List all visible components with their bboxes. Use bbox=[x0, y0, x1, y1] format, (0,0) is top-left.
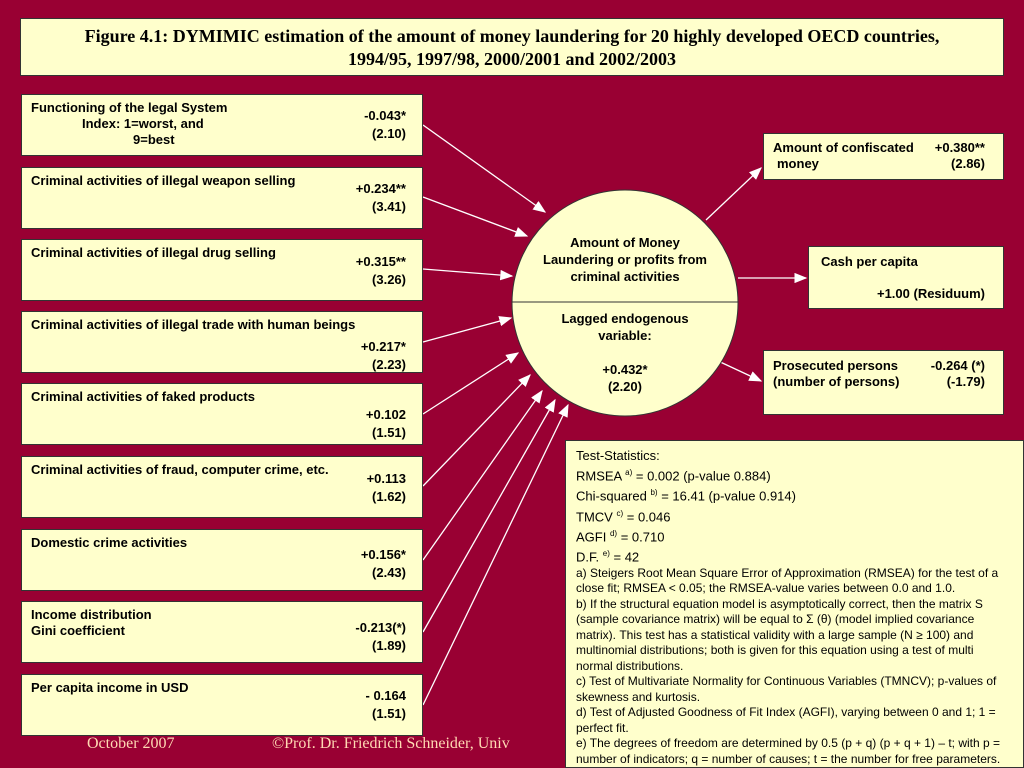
cause-t-value: (1.89) bbox=[372, 638, 406, 653]
cause-coefficient: -0.213(*) bbox=[355, 620, 406, 635]
arrow-legal-system bbox=[423, 125, 545, 212]
cause-weapon bbox=[21, 167, 423, 229]
cause-label: Income distribution bbox=[31, 607, 152, 622]
cause-label: Domestic crime activities bbox=[31, 535, 188, 550]
lagged-label: Lagged endogenous bbox=[561, 311, 689, 326]
cause-coefficient: +0.234** bbox=[355, 181, 406, 196]
latent-label: Laundering or profits from bbox=[543, 252, 707, 267]
arrow-human-trade bbox=[423, 318, 511, 342]
stats-note-e: e) The degrees of freedom are determined by 0.5 (p + q) (p + q + 1) – t; with p = number of indicators; q = number of causes; t = the number for free parameters. bbox=[576, 736, 1001, 766]
arrow-per-capita-income bbox=[423, 405, 568, 705]
cause-label: Criminal activities of fraud, computer crime, etc. bbox=[31, 462, 329, 477]
cause-legal-system bbox=[21, 94, 423, 156]
indicator-label: money bbox=[777, 156, 819, 171]
stats-chi-squared: Chi-squared $^{b)}$ = 16.41 (p-value 0.914) bbox=[576, 488, 796, 504]
cause-t-value: (2.23) bbox=[372, 357, 406, 372]
latent-bottom-text bbox=[520, 310, 730, 395]
indicator-label: Amount of confiscated bbox=[773, 140, 914, 155]
cause-coefficient: -0.043* bbox=[364, 108, 406, 123]
stats-tmcv: TMCV $^{c)}$ = 0.046 bbox=[576, 508, 671, 524]
indicator-confiscated-money bbox=[763, 133, 1004, 180]
arrow-faked-products bbox=[423, 353, 518, 414]
cause-coefficient: +0.102 bbox=[365, 407, 406, 422]
cause-faked-products bbox=[21, 383, 423, 445]
cause-label: Gini coefficient bbox=[31, 623, 125, 638]
footer-date: October 2007 bbox=[87, 735, 175, 752]
cause-label: 9=best bbox=[133, 132, 175, 147]
indicator-coefficient: -0.264 (*) bbox=[930, 358, 985, 373]
figure-title-line1: Figure 4.1: DYMIMIC estimation of the amount of money laundering for 20 highly developed OECD countries, bbox=[84, 26, 940, 46]
latent-top-text bbox=[520, 234, 730, 285]
indicator-t-value: (-1.79) bbox=[946, 374, 985, 389]
stats-df: D.F. $^{e)}$ = 42 bbox=[576, 549, 640, 565]
stats-note-c: c) Test of Multivariate Normality for Continuous Variables (TMNCV); p-values of skewness and kurtosis. bbox=[576, 674, 997, 704]
stats-note-d: d) Test of Adjusted Goodness of Fit Index (AGFI), varying between 0 and 1; 1 = perfect fit. bbox=[576, 705, 996, 735]
cause-t-value: (1.62) bbox=[372, 489, 406, 504]
arrow-domestic bbox=[423, 391, 542, 560]
cause-label: Criminal activities of illegal weapon selling bbox=[31, 173, 296, 188]
cause-coefficient: - 0.164 bbox=[365, 688, 406, 703]
cause-coefficient: +0.217* bbox=[360, 339, 406, 354]
cause-label: Index: 1=worst, and bbox=[82, 116, 204, 131]
cause-t-value: (3.41) bbox=[372, 199, 406, 214]
stats-note-b: b) If the structural equation model is asymptotically correct, then the matrix S (sample covariance matrix) will be equal to Σ (θ) (model implied covariance matrix). This test has a statistical validity with a large sample (N ≥ 100) and multinomial distributions; both is given for this equation using a test of multi normal distributions. bbox=[576, 596, 983, 673]
cause-coefficient: +0.315** bbox=[355, 254, 406, 269]
cause-coefficient: +0.113 bbox=[366, 471, 406, 486]
cause-coefficient: +0.156* bbox=[360, 547, 406, 562]
cause-income-distribution bbox=[21, 601, 423, 663]
cause-t-value: (3.26) bbox=[372, 272, 406, 287]
cause-domestic bbox=[21, 529, 423, 591]
cause-per-capita-income bbox=[21, 674, 423, 736]
footer-author: ©Prof. Dr. Friedrich Schneider, Univ bbox=[272, 735, 510, 752]
indicator-prosecuted-persons bbox=[763, 350, 1004, 415]
stats-note-a: a) Steigers Root Mean Square Error of Approximation (RMSEA) for the test of a close fit; RMSEA < 0.05; the RMSEA-value varies between 0.0 and 1.0. bbox=[576, 565, 999, 596]
arrow-weapon bbox=[423, 197, 527, 236]
indicator-value: +1.00 (Residuum) bbox=[876, 286, 985, 301]
indicator-t-value: (2.86) bbox=[951, 156, 985, 171]
cause-label: Functioning of the legal System bbox=[31, 100, 228, 115]
figure-title-line2: 1994/95, 1997/98, 2000/2001 and 2002/2003 bbox=[347, 49, 677, 69]
indicator-label: Prosecuted persons bbox=[773, 358, 898, 373]
cause-label: Per capita income in USD bbox=[31, 680, 189, 695]
cause-label: Criminal activities of illegal trade with human beings bbox=[31, 317, 356, 332]
indicator-cash-per-capita bbox=[808, 246, 1004, 309]
latent-label: criminal activities bbox=[570, 269, 680, 284]
cause-drug bbox=[21, 239, 423, 301]
indicator-label: (number of persons) bbox=[773, 374, 900, 389]
cause-human-trade bbox=[21, 311, 423, 373]
stats-rmsea: RMSEA $^{a)}$ = 0.002 (p-value 0.884) bbox=[576, 468, 771, 484]
cause-t-value: (2.10) bbox=[372, 126, 406, 141]
cause-fraud bbox=[21, 456, 423, 518]
cause-t-value: (1.51) bbox=[372, 706, 406, 721]
arrow-drug bbox=[423, 269, 512, 276]
indicator-label: Cash per capita bbox=[821, 254, 918, 269]
cause-label: Criminal activities of illegal drug selling bbox=[31, 245, 276, 260]
latent-label: Amount of Money bbox=[570, 235, 680, 250]
arrow-to-confiscated bbox=[706, 168, 761, 220]
lagged-label: variable: bbox=[598, 328, 652, 343]
cause-t-value: (1.51) bbox=[372, 425, 406, 440]
arrow-income-distribution bbox=[423, 400, 555, 632]
test-statistics-box bbox=[565, 440, 1024, 768]
lagged-coefficient: +0.432* bbox=[602, 362, 648, 377]
figure-title bbox=[20, 18, 1004, 76]
lagged-t-value: (2.20) bbox=[608, 379, 642, 394]
cause-t-value: (2.43) bbox=[372, 565, 406, 580]
stats-header: Test-Statistics: bbox=[576, 448, 660, 463]
stats-agfi: AGFI $^{d)}$ = 0.710 bbox=[576, 528, 665, 545]
cause-label: Criminal activities of faked products bbox=[31, 389, 255, 404]
indicator-coefficient: +0.380** bbox=[934, 140, 985, 155]
